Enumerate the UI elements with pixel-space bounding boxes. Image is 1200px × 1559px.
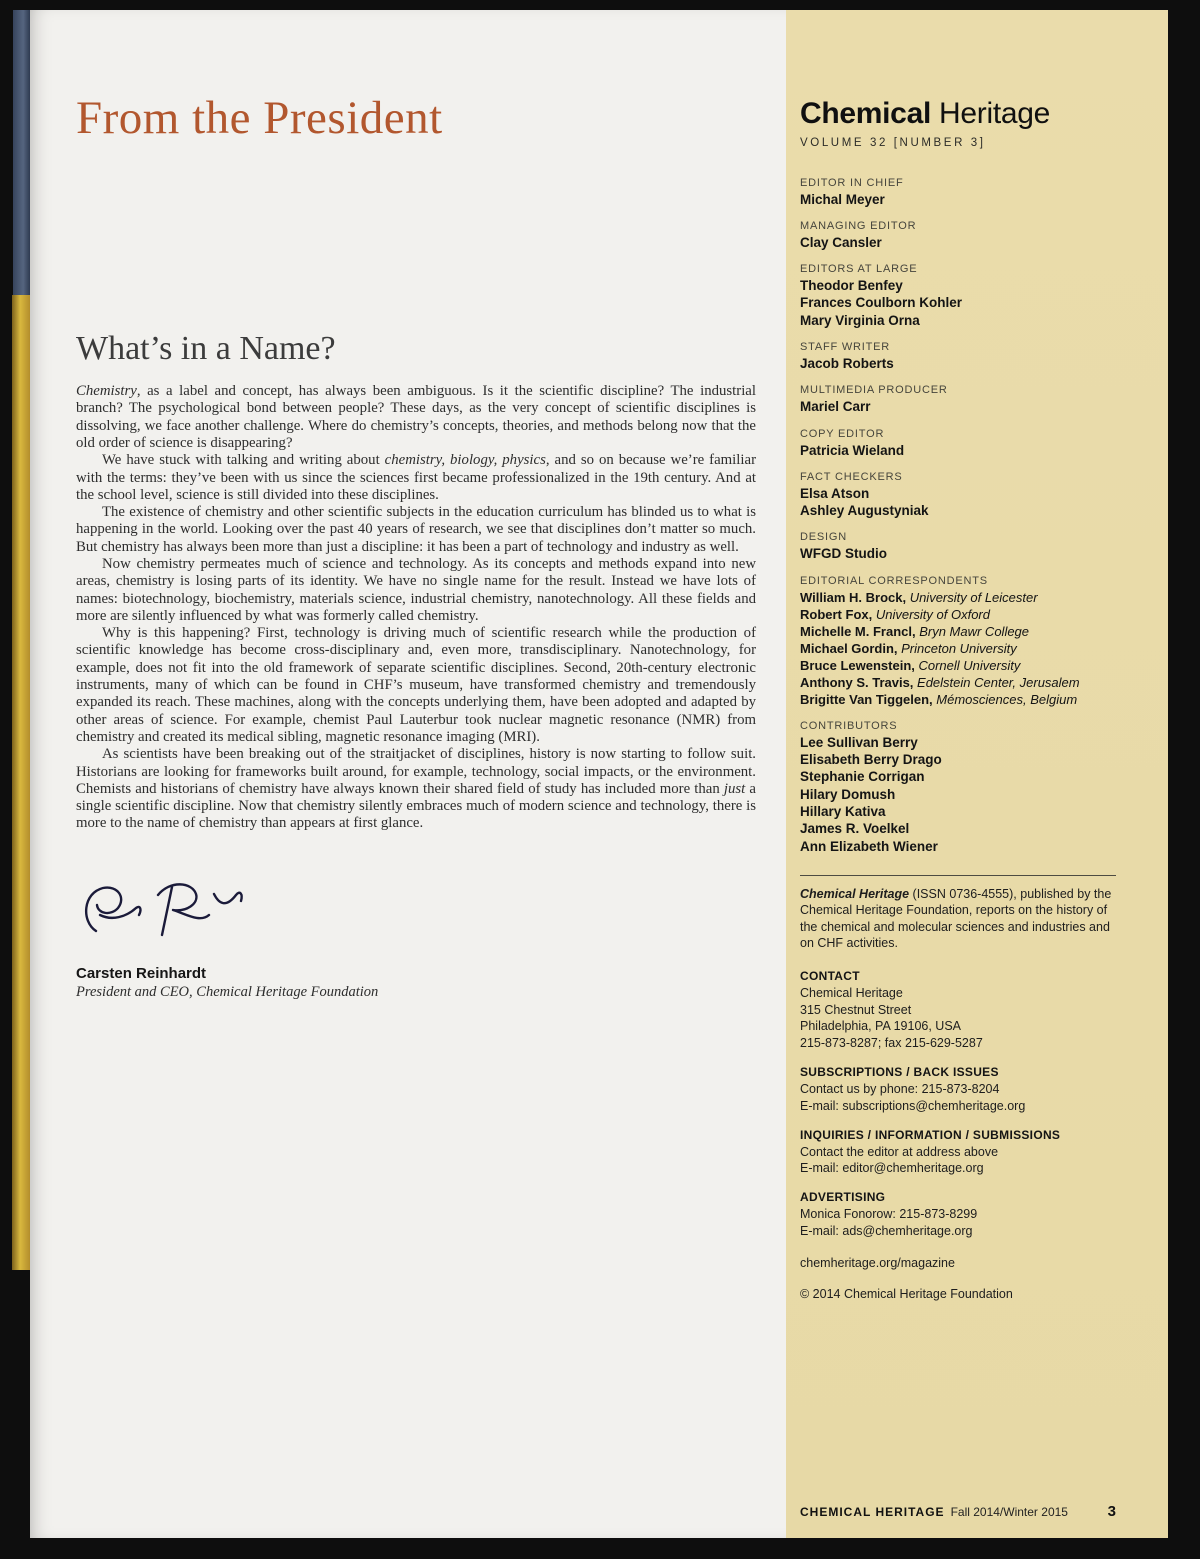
article-paragraph (76, 746, 756, 832)
staff-block (800, 220, 1116, 251)
staff-list (800, 177, 1116, 575)
contributors-role: CONTRIBUTORS (800, 719, 898, 732)
article-paragraph (76, 556, 756, 625)
issn-text: (ISSN 0736-4555), published by the Chemical Heritage Foundation, reports on the history of the chemical and molecular sciences and industries and on CHF activities. (800, 886, 1112, 951)
paragraph-text: , as a label and concept, has always been ambiguous. Is it the scientific discipline? The industrial branch? The psychological bond between people? These days, as the very concept of scientific disciplines is dissolving, we face another challenge. Where do chemistry’s concepts, theories, and methods belong now that the old order of science is disappearing? (76, 383, 756, 451)
correspondent-name: William H. Brock, (800, 589, 910, 605)
issn-title: Chemical Heritage (800, 886, 910, 901)
contributor-name: Stephanie Corrigan (800, 769, 925, 785)
correspondents-list (800, 589, 1116, 708)
paragraph-text: The existence of chemistry and other scientific subjects in the education curriculum has blinded us to what is happening in the world. Looking over the past 40 years of research, we see that disciplines don’t matter so much. But chemistry has always been more than just a discipline: it has been a part of technology and industry as well. (76, 504, 756, 555)
paragraph-text: Now chemistry permeates much of science and technology. As its concepts and methods expand into new areas, chemistry is losing parts of its identity. We have no single name for the result. Instead we have lots of names: biotechnology, biochemistry, materials science, industrial chemistry, nanotechnology. All these fields and more are silently influenced by what was formerly called chemistry. (76, 556, 756, 624)
staff-role: MANAGING EDITOR (800, 219, 917, 232)
staff-name: Elsa Atson (800, 485, 870, 501)
info-line: Monica Fonorow: 215-873-8299 (800, 1207, 978, 1222)
staff-name: Michal Meyer (800, 191, 885, 207)
staff-name: WFGD Studio (800, 546, 887, 562)
signature-ink (76, 875, 261, 949)
correspondent-affiliation: University of Leicester (909, 589, 1038, 605)
correspondent-name: Michelle M. Francl, (800, 623, 920, 639)
author-title: President and CEO, Chemical Heritage Foundation (76, 983, 379, 1000)
staff-name: Patricia Wieland (800, 442, 905, 458)
staff-block (800, 471, 1116, 520)
masthead-column (786, 10, 1168, 1538)
correspondents-block (800, 575, 1116, 708)
staff-role: COPY EDITOR (800, 427, 885, 440)
staff-name: Jacob Roberts (800, 355, 894, 371)
paragraph-text: just (723, 780, 746, 797)
staff-name: Mariel Carr (800, 399, 871, 415)
contributor-name: Ann Elizabeth Wiener (800, 838, 938, 854)
staff-name: Ashley Augustyniak (800, 503, 929, 519)
logo-bold: Chemical (800, 97, 931, 130)
info-line: Chemical Heritage (800, 985, 903, 1000)
info-block (800, 969, 1116, 1052)
correspondent-name: Michael Gordin, (800, 640, 902, 656)
article-paragraph (76, 625, 756, 746)
info-line: Philadelphia, PA 19106, USA (800, 1019, 961, 1034)
correspondent-affiliation: University of Oxford (875, 606, 990, 622)
signature (76, 875, 756, 949)
correspondents-role: EDITORIAL CORRESPONDENTS (800, 574, 988, 587)
info-line: Contact the editor at address above (800, 1144, 999, 1159)
staff-role: MULTIMEDIA PRODUCER (800, 384, 948, 397)
contributor-name: Elisabeth Berry Drago (800, 752, 942, 768)
correspondent (800, 623, 1116, 640)
article-column (30, 10, 786, 1538)
correspondent (800, 674, 1116, 691)
correspondent (800, 589, 1116, 606)
info-heading: INQUIRIES / INFORMATION / SUBMISSIONS (800, 1127, 1061, 1142)
info-heading: ADVERTISING (800, 1190, 886, 1205)
page-footer (800, 1503, 1116, 1520)
contributor-name: Hilary Domush (800, 786, 896, 802)
contributor-name: Lee Sullivan Berry (800, 734, 918, 750)
website-link: chemheritage.org/magazine (800, 1255, 955, 1270)
staff-block (800, 384, 1116, 415)
magazine-logo (800, 98, 1116, 130)
author-name: Carsten Reinhardt (76, 964, 207, 982)
correspondent (800, 606, 1116, 623)
info-heading: CONTACT (800, 968, 860, 983)
binding-edge-gold (12, 295, 30, 1270)
issn-note (800, 886, 1116, 952)
info-heading: SUBSCRIPTIONS / BACK ISSUES (800, 1065, 999, 1080)
staff-block (800, 531, 1116, 562)
staff-block (800, 177, 1116, 208)
article-heading: What’s in a Name? (76, 330, 336, 368)
info-line: 315 Chestnut Street (800, 1002, 912, 1017)
staff-role: FACT CHECKERS (800, 470, 903, 483)
staff-role: EDITORS AT LARGE (800, 263, 918, 276)
staff-role: DESIGN (800, 531, 847, 544)
correspondent-name: Bruce Lewenstein, (800, 657, 919, 673)
masthead-divider (800, 875, 1116, 876)
contributors-list (800, 734, 1116, 855)
contributor-name: Hillary Kativa (800, 803, 886, 819)
staff-block (800, 263, 1116, 329)
correspondent-affiliation: Edelstein Center, Jerusalem (917, 674, 1080, 690)
info-block (800, 1065, 1116, 1115)
correspondent-affiliation: Princeton University (901, 640, 1017, 656)
paragraph-text: , and so on because we’re familiar with the terms: they’ve been with us since the sciences first became professionalized in the 19th century. And at the school level, science is still divided into these disciplines. (76, 452, 756, 503)
staff-role: STAFF WRITER (800, 340, 891, 353)
staff-name: Clay Cansler (800, 234, 882, 250)
volume-line: VOLUME 32 [NUMBER 3] (800, 136, 986, 149)
info-line: Contact us by phone: 215-873-8204 (800, 1082, 1000, 1097)
correspondent (800, 657, 1116, 674)
section-title: From the President (76, 92, 443, 144)
paragraph-text: We have stuck with talking and writing about (102, 452, 385, 469)
info-blocks (800, 956, 1116, 1240)
correspondent-affiliation: Cornell University (918, 657, 1021, 673)
correspondent-name: Anthony S. Travis, (800, 674, 918, 690)
staff-block (800, 341, 1116, 372)
correspondent-name: Robert Fox, (800, 606, 876, 622)
paragraph-text: As scientists have been breaking out of the straitjacket of disciplines, history is now starting to follow suit. Historians are looking for frameworks built around, for example, technology, social impacts, or the environment. Chemists and historians of chemistry have always known their shared field of study has included more than (76, 746, 756, 797)
contributor-name: James R. Voelkel (800, 821, 910, 837)
info-line: E-mail: ads@chemheritage.org (800, 1224, 973, 1239)
magazine-page (30, 10, 1168, 1538)
paragraph-text: Why is this happening? First, technology is driving much of scientific research while the production of scientific knowledge has become cross-disciplinary and, even more, transdisciplinary. Nanotechnology, for example, does not fit into the old framework of separate scientific disciplines. Second, 20th-century electronic instruments, many of which can be found in CHF’s museum, have transformed chemistry and tremendously expanded its reach. These machines, along with the concepts underlying them, have been adopted and adapted by other areas of science. For example, chemist Paul Lauterbur took nuclear magnetic resonance (NMR) from chemistry and created its medical sibling, magnetic resonance imaging (MRI). (76, 625, 756, 745)
staff-name: Mary Virginia Orna (800, 312, 920, 328)
staff-role: EDITOR IN CHIEF (800, 176, 904, 189)
staff-block (800, 428, 1116, 459)
correspondent-name: Brigitte Van Tiggelen, (800, 691, 937, 707)
copyright-line: © 2014 Chemical Heritage Foundation (800, 1286, 1013, 1301)
footer-issue: Fall 2014/Winter 2015 (950, 1505, 1068, 1519)
footer-page-number: 3 (1107, 1503, 1116, 1520)
article-paragraph (76, 383, 756, 452)
info-line: E-mail: subscriptions@chemheritage.org (800, 1098, 1026, 1113)
paragraph-text: Chemistry (76, 383, 137, 400)
footer-magazine: CHEMICAL HERITAGE (800, 1505, 945, 1519)
article-paragraph (76, 452, 756, 504)
correspondent-affiliation: Mémosciences, Belgium (936, 691, 1078, 707)
info-block (800, 1128, 1116, 1178)
paragraph-text: chemistry, biology, physics (384, 452, 546, 469)
logo-light: Heritage (931, 97, 1051, 130)
info-block (800, 1190, 1116, 1240)
article-body (76, 383, 756, 833)
info-line: 215-873-8287; fax 215-629-5287 (800, 1036, 983, 1051)
article-paragraph (76, 504, 756, 556)
correspondent (800, 691, 1116, 708)
contributors-block (800, 720, 1116, 855)
correspondent-affiliation: Bryn Mawr College (919, 623, 1030, 639)
correspondent (800, 640, 1116, 657)
info-line: E-mail: editor@chemheritage.org (800, 1161, 984, 1176)
staff-name: Theodor Benfey (800, 278, 903, 294)
paragraph-text: a single scientific discipline. Now that chemistry silently embraces much of modern science and technology, there is more to the name of chemistry than appears at first glance. (76, 780, 756, 832)
staff-name: Frances Coulborn Kohler (800, 295, 963, 311)
